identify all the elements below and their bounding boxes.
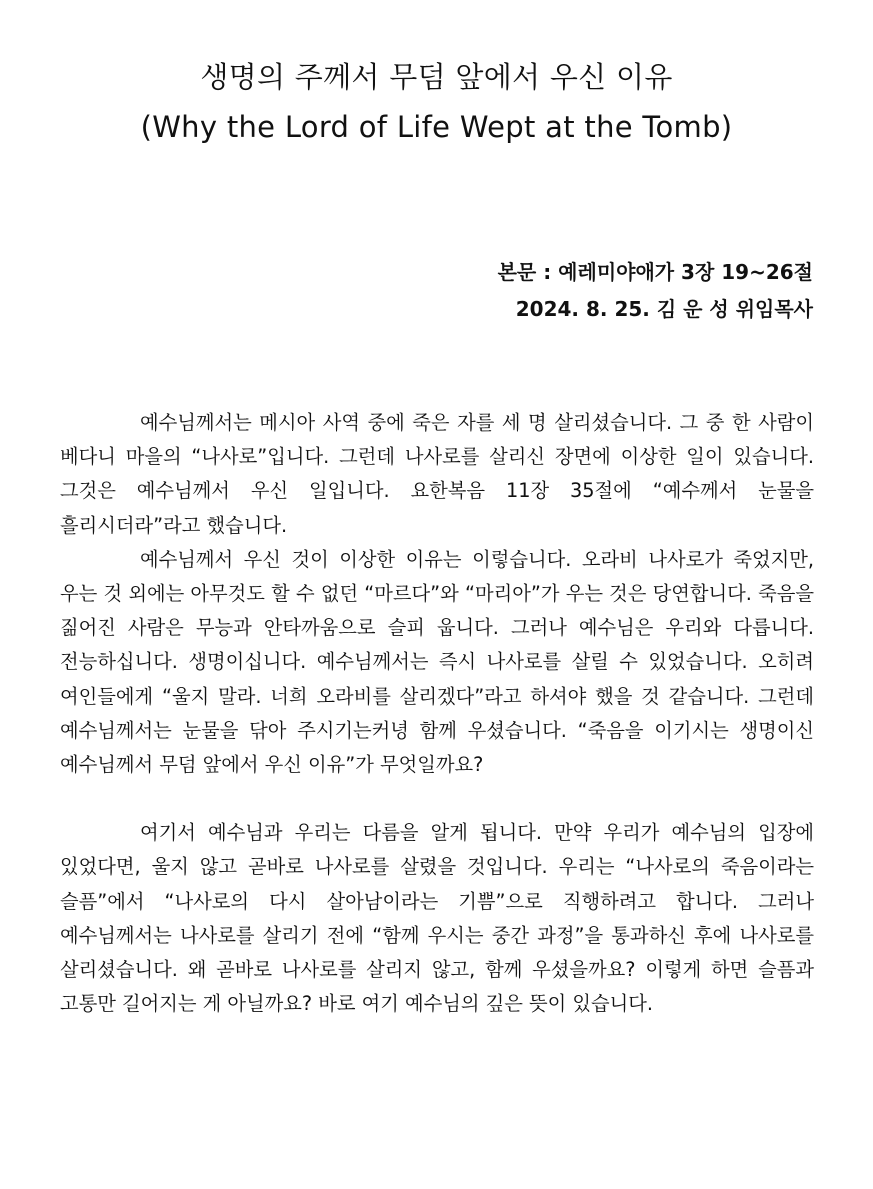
sermon-title-english: (Why the Lord of Life Wept at the Tomb) (140, 110, 733, 144)
sermon-title-korean: 생명의 주께서 무덤 앞에서 우신 이유 (200, 60, 673, 94)
sermon-meta (498, 254, 813, 328)
sermon-body (60, 406, 814, 1021)
date-and-author: 2024. 8. 25. 김 운 성 위임목사 (515, 297, 813, 321)
body-paragraph: 예수님께서 우신 것이 이상한 이유는 이렇습니다. 오라비 나사로가 죽었지만, 우는 것 외에는 아무것도 할 수 없던 “마르다”와 “마리아”가 우는 것은 당연합니다. 죽음을 짊어진 사람은 무능과 안타까움으로 슬피 웁니다. 그러나 예수님은 우리와 다릅니다. 전능하십니다. 생명이십니다. 예수님께서는 즉시 나사로를 살릴 수 있었습니다. 오히려 여인들에게 “울지 말라. 너희 오라비를 살리겠다”라고 하셔야 했을 것 같습니다. 그런데 예수님께서는 눈물을 닦아 주시기는커녕 함께 우셨습니다. “죽음을 이기시는 생명이신 예수님께서 무덤 앞에서 우신 이유”가 무엇일까요? (60, 547, 814, 777)
scripture-reference: 본문 : 예레미야애가 3장 19~26절 (497, 260, 813, 284)
body-paragraph: 예수님께서는 메시아 사역 중에 죽은 자를 세 명 살리셨습니다. 그 중 한 사람이 베다니 마을의 “나사로”입니다. 그런데 나사로를 살리신 장면에 이상한 일이 있습니다. 그것은 예수님께서 우신 일입니다. 요한복음 11장 35절에 “예수께서 눈물을 흘리시더라”라고 했습니다. (60, 411, 814, 537)
title-block (0, 52, 873, 152)
body-paragraph: 여기서 예수님과 우리는 다름을 알게 됩니다. 만약 우리가 예수님의 입장에 있었다면, 울지 않고 곧바로 나사로를 살렸을 것입니다. 우리는 “나사로의 죽음이라는 슬픔”에서 “나사로의 다시 살아남이라는 기쁨”으로 직행하려고 합니다. 그러나 예수님께서는 나사로를 살리기 전에 “함께 우시는 중간 과정”을 통과하신 후에 나사로를 살리셨습니다. 왜 곧바로 나사로를 살리지 않고, 함께 우셨을까요? 이렇게 하면 슬픔과 고통만 길어지는 게 아닐까요? 바로 여기 예수님의 깊은 뜻이 있습니다. (60, 821, 814, 1016)
